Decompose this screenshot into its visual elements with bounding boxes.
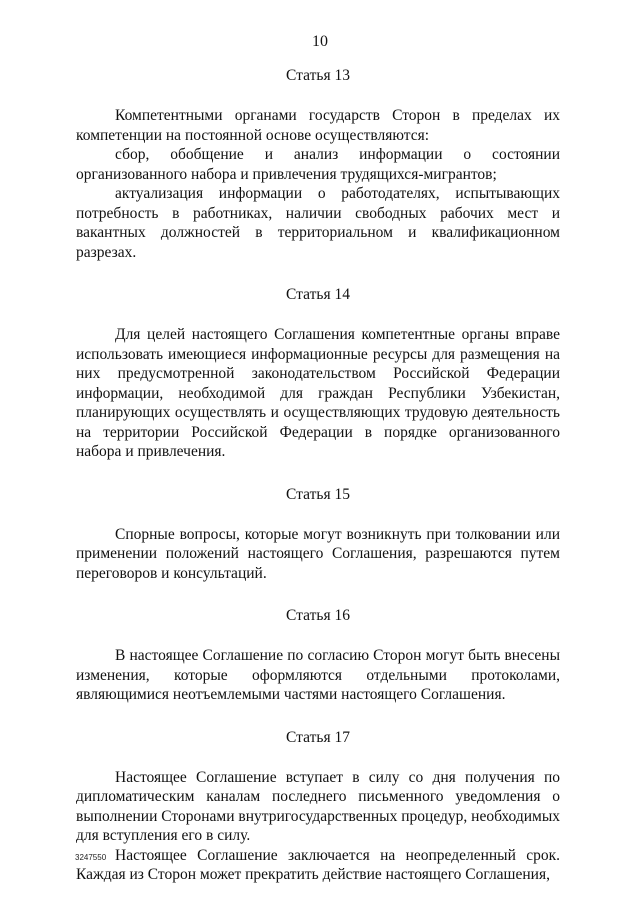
article-16 [76,606,560,705]
article-paragraph: Настоящее Соглашение заключается на неопределенный срок. Каждая из Сторон может прекратить действие настоящего Соглашения, [76,846,560,883]
article-paragraph: Компетентными органами государств Сторон в пределах их компетенции на постоянной основе осуществляются: [76,107,560,144]
article-15 [76,485,560,584]
article-title: Статья 15 [286,485,350,503]
article-title: Статья 17 [286,728,350,746]
article-title: Статья 14 [286,286,350,303]
document-body [76,66,560,885]
article-14 [76,285,560,462]
article-title: Статья 16 [286,607,350,624]
document-code: 3247550 [75,853,107,862]
article-paragraph: Спорные вопросы, которые могут возникнуть при толковании или применении положений настоящего Соглашения, разрешаются путем переговоров и консультаций. [76,525,560,582]
article-paragraph: сбор, обобщение и анализ информации о состоянии организованного набора и привлечения трудящихся-мигрантов; [76,146,560,183]
article-paragraph: актуализация информации о работодателях, испытывающих потребность в работниках, наличии свободных рабочих мест и вакантных должностей в территориальном и квалификационном разрезах. [76,185,560,261]
article-13 [76,66,560,262]
page-number: 10 [312,33,328,50]
article-17 [76,728,560,885]
article-paragraph: Настоящее Соглашение вступает в силу со дня получения по дипломатическим каналам последнего письменного уведомления о выполнении Сторонами внутригосударственных процедур, необходимых для вступления его в силу. [76,768,560,844]
article-title: Статья 13 [286,67,350,84]
article-paragraph: В настоящее Соглашение по согласию Сторон могут быть внесены изменения, которые оформляются отдельными протоколами, являющимися неотъемлемыми частями настоящего Соглашения. [76,647,560,703]
article-paragraph: Для целей настоящего Соглашения компетентные органы вправе использовать имеющиеся информационные ресурсы для размещения на них предусмотренной законодательством Российской Федерации информации, необходимой для граждан Республики Узбекистан, планирующих осуществлять и осуществляющих трудовую деятельность на территории Российской Федерации в порядке организованного набора и привлечения. [76,326,560,460]
